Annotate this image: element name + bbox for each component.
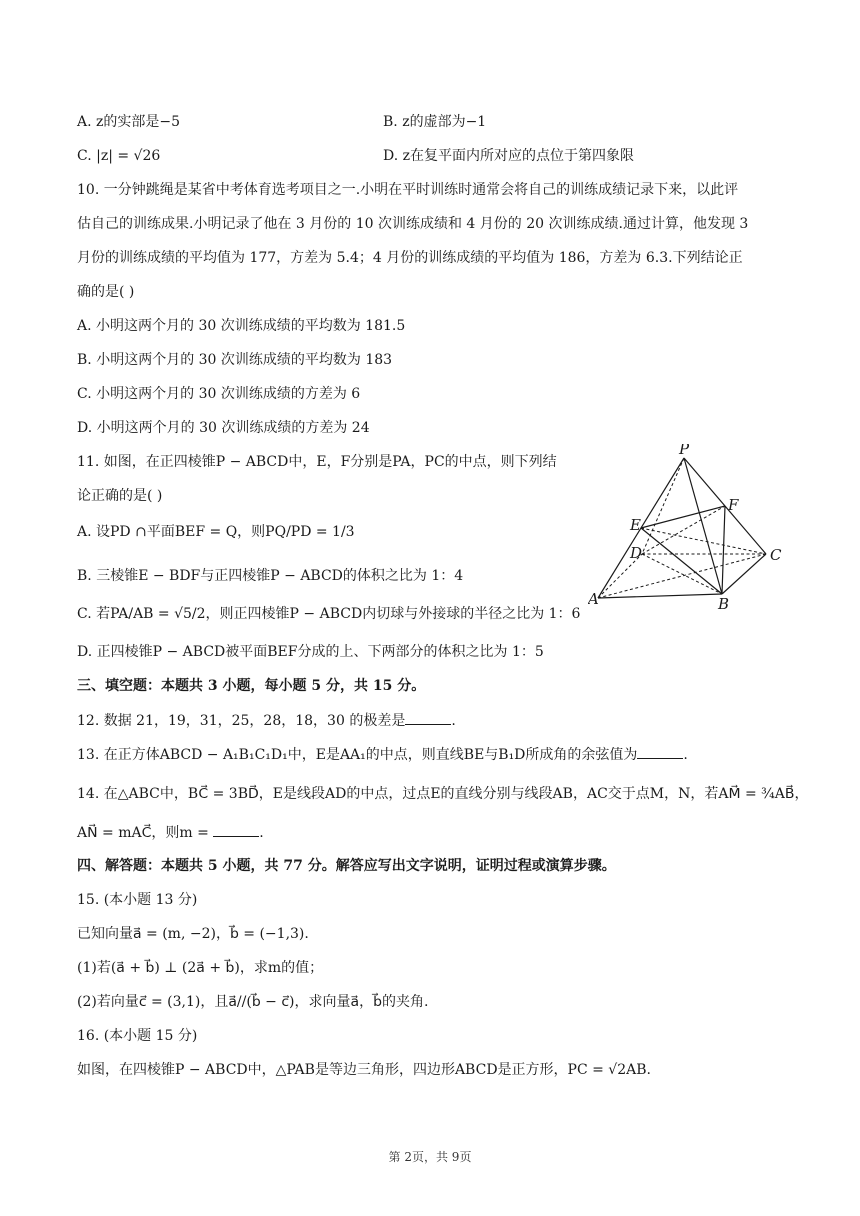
q15-head: 15. (本小题 13 分) (77, 892, 198, 908)
q13-end: . (683, 747, 688, 763)
q10-option-a: A. 小明这两个月的 30 次训练成绩的平均数为 181.5 (77, 318, 406, 334)
q12-text: 12. 数据 21，19，31，25，28，18，30 的极差是 (77, 713, 406, 729)
q14-end: . (259, 825, 264, 841)
q10-stem-4: 确的是( ) (77, 284, 135, 300)
q12-end: . (451, 713, 456, 729)
section4-title: 四、解答题：本题共 5 小题，共 77 分。解答应写出文字说明，证明过程或演算步骤。 (77, 858, 616, 874)
q11-stem-1: 11. 如图，在正四棱锥P − ABCD中，E，F分别是PA，PC的中点，则下列结 (77, 454, 557, 470)
q10-stem-2: 估自己的训练成果.小明记录了他在 3 月份的 10 次训练成绩和 4 月份的 20 次训练成绩.通过计算，他发现 3 (77, 216, 749, 232)
q10-option-c: C. 小明这两个月的 30 次训练成绩的方差为 6 (77, 386, 361, 402)
q13-blank (637, 744, 683, 759)
label-f: F (728, 496, 739, 514)
q14-blank (213, 822, 259, 837)
q16-head: 16. (本小题 15 分) (77, 1028, 198, 1044)
q13 (77, 744, 688, 765)
label-d: D (630, 544, 643, 562)
q9-option-c: C. |z| = √26 (77, 148, 161, 164)
q9-option-d: D. z在复平面内所对应的点位于第四象限 (383, 148, 635, 164)
q11-stem-2: 论正确的是( ) (77, 488, 163, 504)
page-footer: 第 2页，共 9页 (388, 1150, 472, 1164)
label-c: C (770, 546, 782, 564)
q16-text: 如图，在四棱锥P − ABCD中，△PAB是等边三角形，四边形ABCD是正方形，PC = √2AB. (77, 1062, 651, 1078)
q11-option-b: B. 三棱锥E − BDF与正四棱锥P − ABCD的体积之比为 1：4 (77, 568, 464, 584)
q10-option-b: B. 小明这两个月的 30 次训练成绩的平均数为 183 (77, 352, 393, 368)
q11-option-a: A. 设PD ∩平面BEF = Q，则PQ/PD = 1/3 (77, 524, 355, 540)
q15-part-2: (2)若向量c⃗ = (3,1)，且a⃗//(b⃗ − c⃗)，求向量a⃗，b⃗的夹角. (77, 994, 429, 1010)
q9-option-b: B. z的虚部为−1 (383, 114, 487, 130)
q12-blank (405, 710, 451, 725)
q15-part-1: (1)若(a⃗ + b⃗) ⊥ (2a⃗ + b⃗)，求m的值； (77, 960, 324, 976)
pyramid-figure (588, 444, 788, 610)
q14-text: AN⃗ = mAC⃗，则m = (77, 825, 214, 841)
q10-stem-1: 10. 一分钟跳绳是某省中考体育选考项目之一.小明在平时训练时通常会将自己的训练成绩记录下来，以此评 (77, 182, 739, 198)
q10-option-d: D. 小明这两个月的 30 次训练成绩的方差为 24 (77, 420, 370, 436)
label-b: B (718, 595, 730, 610)
q11-option-c: C. 若PA/AB = √5/2，则正四棱锥P − ABCD内切球与外接球的半径之比为 1：6 (77, 606, 581, 622)
q15-given: 已知向量a⃗ = (m, −2)，b⃗ = (−1,3). (77, 926, 309, 942)
label-e: E (630, 516, 641, 534)
q13-text: 13. 在正方体ABCD − A₁B₁C₁D₁中，E是AA₁的中点，则直线BE与B₁D所成角的余弦值为 (77, 747, 638, 763)
q10-stem-3: 月份的训练成绩的平均值为 177，方差为 5.4；4 月份的训练成绩的平均值为 186，方差为 6.3.下列结论正 (77, 250, 743, 266)
q11-option-d: D. 正四棱锥P − ABCD被平面BEF分成的上、下两部分的体积之比为 1：5 (77, 644, 544, 660)
label-a: A (588, 590, 599, 608)
section3-title: 三、填空题：本题共 3 小题，每小题 5 分，共 15 分。 (77, 678, 426, 694)
q14-line-1: 14. 在△ABC中，BC⃗ = 3BD⃗，E是线段AD的中点，过点E的直线分别与线段AB，AC交于点M，N，若AM⃗ = ¾AB⃗， (77, 786, 809, 802)
q12 (77, 710, 456, 731)
q9-option-a: A. z的实部是−5 (77, 114, 181, 130)
label-p: P (679, 444, 690, 458)
q14-line-2 (77, 822, 264, 843)
